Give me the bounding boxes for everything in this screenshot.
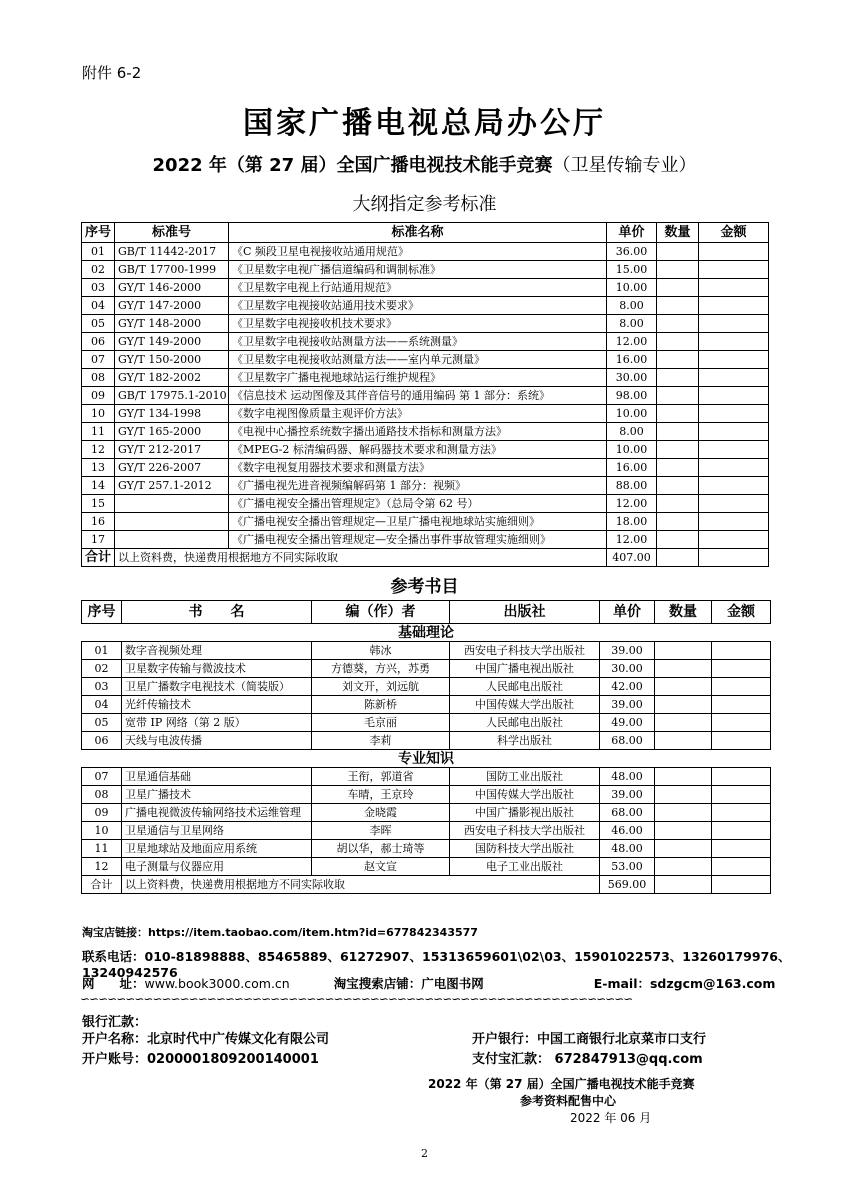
standard-index: 10 — [82, 405, 115, 423]
subtitle-specialty: （卫星传输专业） — [552, 155, 697, 176]
book-row — [82, 786, 771, 804]
standard-price: 98.00 — [607, 387, 657, 405]
document-title: 国家广播电视总局办公厅 — [243, 106, 606, 141]
standard-name: 《数字电视图像质量主观评价方法》 — [229, 405, 607, 423]
total-note: 以上资料费，快递费用根据地方不同实际收取 — [115, 549, 607, 567]
standard-quantity — [657, 531, 699, 549]
book-author: 李莉 — [312, 732, 450, 750]
standards-row — [82, 387, 769, 405]
standard-index: 11 — [82, 423, 115, 441]
book-author: 刘文开，刘远航 — [312, 678, 450, 696]
standard-name: 《数字电视复用器技术要求和测量方法》 — [229, 459, 607, 477]
page-number: 2 — [421, 1147, 428, 1160]
book-row — [82, 804, 771, 822]
book-index: 07 — [82, 768, 122, 786]
standards-row — [82, 495, 769, 513]
bank-transfer-title: 银行汇款： — [82, 1015, 148, 1030]
standard-number — [115, 513, 229, 531]
section-professional — [82, 750, 771, 768]
wave-divider: ∽∽∽∽∽∽∽∽∽∽∽∽∽∽∽∽∽∽∽∽∽∽∽∽∽∽∽∽∽∽∽∽∽∽∽∽∽∽∽∽∽∽∽∽∽∽∽∽∽∽∽∽∽∽∽∽∽∽∽∽∽ — [80, 992, 633, 1006]
standard-name: 《广播电视安全播出管理规定》（总局令第 62 号） — [229, 495, 607, 513]
book-publisher: 电子工业出版社 — [450, 858, 600, 876]
book-price: 30.00 — [600, 660, 655, 678]
standard-quantity — [657, 477, 699, 495]
standard-amount — [699, 279, 769, 297]
book-price: 46.00 — [600, 822, 655, 840]
standard-quantity — [657, 243, 699, 261]
standard-price: 10.00 — [607, 441, 657, 459]
book-index: 09 — [82, 804, 122, 822]
book-title: 电子测量与仪器应用 — [122, 858, 312, 876]
standard-name: 《卫星数字电视广播信道编码和调制标准》 — [229, 261, 607, 279]
book-title: 卫星广播技术 — [122, 786, 312, 804]
book-author: 李晖 — [312, 822, 450, 840]
standard-amount — [699, 369, 769, 387]
books-title: 参考书目 — [390, 577, 459, 597]
standard-price: 15.00 — [607, 261, 657, 279]
book-publisher: 国防科技大学出版社 — [450, 840, 600, 858]
standard-index: 05 — [82, 315, 115, 333]
standard-quantity — [657, 369, 699, 387]
standard-index: 07 — [82, 351, 115, 369]
book-title: 卫星数字传输与微波技术 — [122, 660, 312, 678]
standard-number: GY/T 182-2002 — [115, 369, 229, 387]
standard-price: 8.00 — [607, 315, 657, 333]
books-header-price: 单价 — [600, 601, 655, 624]
taobao-link[interactable]: 淘宝店链接：https://item.taobao.com/item.htm?id=677842343577 — [82, 926, 478, 939]
book-publisher: 国防工业出版社 — [450, 768, 600, 786]
standard-amount — [699, 261, 769, 279]
book-index: 08 — [82, 786, 122, 804]
standard-amount — [699, 297, 769, 315]
standard-quantity — [657, 423, 699, 441]
standard-number: GY/T 149-2000 — [115, 333, 229, 351]
standard-quantity — [657, 441, 699, 459]
total-value: 407.00 — [607, 549, 657, 567]
standard-amount — [699, 243, 769, 261]
book-author: 车晴，王京玲 — [312, 786, 450, 804]
book-row — [82, 714, 771, 732]
books-total-row — [82, 876, 771, 894]
standard-price: 10.00 — [607, 279, 657, 297]
book-quantity — [655, 840, 712, 858]
book-title: 卫星通信与卫星网络 — [122, 822, 312, 840]
book-price: 49.00 — [600, 714, 655, 732]
standard-index: 12 — [82, 441, 115, 459]
total-amount — [699, 549, 769, 567]
book-price: 53.00 — [600, 858, 655, 876]
standard-amount — [699, 531, 769, 549]
standard-quantity — [657, 513, 699, 531]
book-title: 光纤传输技术 — [122, 696, 312, 714]
standard-price: 30.00 — [607, 369, 657, 387]
standard-index: 03 — [82, 279, 115, 297]
standard-index: 02 — [82, 261, 115, 279]
books-header-amount: 金额 — [712, 601, 771, 624]
standard-amount — [699, 513, 769, 531]
book-index: 06 — [82, 732, 122, 750]
standard-name: 《C 频段卫星电视接收站通用规范》 — [229, 243, 607, 261]
book-amount — [712, 732, 771, 750]
book-title: 数字音视频处理 — [122, 642, 312, 660]
header-price: 单价 — [607, 223, 657, 243]
standards-row — [82, 315, 769, 333]
standard-amount — [699, 405, 769, 423]
book-amount — [712, 804, 771, 822]
header-quantity: 数量 — [657, 223, 699, 243]
books-header-index: 序号 — [82, 601, 122, 624]
books-total-note: 以上资料费，快递费用根据地方不同实际收取 — [122, 876, 600, 894]
standard-price: 12.00 — [607, 333, 657, 351]
book-author: 韩冰 — [312, 642, 450, 660]
book-title: 广播电视微波传输网络技术运维管理 — [122, 804, 312, 822]
standard-quantity — [657, 297, 699, 315]
book-author: 胡以华，郝士琦等 — [312, 840, 450, 858]
standard-index: 14 — [82, 477, 115, 495]
contact-phone: 联系电话：010-81898888、85465889、61272907、15313659601\02\03、15901022573、13260179976、13240942576 — [82, 949, 791, 980]
standard-number: GY/T 226-2007 — [115, 459, 229, 477]
alipay-account: 支付宝汇款： 672847913@qq.com — [472, 1052, 703, 1067]
standard-name: 《卫星数字电视接收站通用技术要求》 — [229, 297, 607, 315]
book-quantity — [655, 858, 712, 876]
books-header-title: 书 名 — [122, 601, 312, 624]
book-quantity — [655, 768, 712, 786]
standard-price: 12.00 — [607, 531, 657, 549]
standard-quantity — [657, 279, 699, 297]
standard-quantity — [657, 387, 699, 405]
book-author: 赵文宣 — [312, 858, 450, 876]
book-index: 01 — [82, 642, 122, 660]
book-author: 毛京丽 — [312, 714, 450, 732]
standard-price: 12.00 — [607, 495, 657, 513]
book-publisher: 中国广播电视出版社 — [450, 660, 600, 678]
standard-name: 《广播电视安全播出管理规定—安全播出事件事故管理实施细则》 — [229, 531, 607, 549]
book-amount — [712, 678, 771, 696]
standards-total-row — [82, 549, 769, 567]
book-publisher: 西安电子科技大学出版社 — [450, 822, 600, 840]
standard-name: 《信息技术 运动图像及其伴音信号的通用编码 第 1 部分：系统》 — [229, 387, 607, 405]
standard-index: 04 — [82, 297, 115, 315]
book-row — [82, 822, 771, 840]
book-amount — [712, 768, 771, 786]
standards-row — [82, 405, 769, 423]
header-index: 序号 — [82, 223, 115, 243]
standard-quantity — [657, 333, 699, 351]
standard-price: 18.00 — [607, 513, 657, 531]
standard-name: 《卫星数字广播电视地球站运行维护规程》 — [229, 369, 607, 387]
book-amount — [712, 786, 771, 804]
section-title: 大纲指定参考标准 — [352, 194, 497, 215]
standard-price: 8.00 — [607, 423, 657, 441]
standard-number: GY/T 150-2000 — [115, 351, 229, 369]
standard-index: 01 — [82, 243, 115, 261]
standard-number: GY/T 148-2000 — [115, 315, 229, 333]
subtitle-main: 2022 年（第 27 届）全国广播电视技术能手竞赛 — [152, 155, 553, 176]
section-professional-label: 专业知识 — [82, 750, 771, 768]
book-title: 卫星通信基础 — [122, 768, 312, 786]
book-index: 03 — [82, 678, 122, 696]
book-index: 11 — [82, 840, 122, 858]
book-quantity — [655, 714, 712, 732]
footer-center: 参考资料配售中心 — [520, 1094, 617, 1108]
standard-name: 《广播电视先进音视频编解码第 1 部分：视频》 — [229, 477, 607, 495]
book-row — [82, 858, 771, 876]
standard-quantity — [657, 495, 699, 513]
standard-number: GY/T 146-2000 — [115, 279, 229, 297]
book-amount — [712, 840, 771, 858]
book-row — [82, 696, 771, 714]
standard-price: 36.00 — [607, 243, 657, 261]
section-basic-theory — [82, 624, 771, 642]
books-table — [81, 600, 771, 894]
book-price: 39.00 — [600, 696, 655, 714]
standards-row — [82, 513, 769, 531]
book-author: 陈新桥 — [312, 696, 450, 714]
book-quantity — [655, 786, 712, 804]
books-header-author: 编（作）者 — [312, 601, 450, 624]
book-author: 金晓霞 — [312, 804, 450, 822]
standards-row — [82, 531, 769, 549]
standard-amount — [699, 495, 769, 513]
book-quantity — [655, 678, 712, 696]
header-standard-name: 标准名称 — [229, 223, 607, 243]
book-amount — [712, 642, 771, 660]
standard-number: GY/T 147-2000 — [115, 297, 229, 315]
book-price: 68.00 — [600, 732, 655, 750]
book-row — [82, 768, 771, 786]
attachment-label: 附件 6-2 — [82, 64, 142, 82]
book-quantity — [655, 660, 712, 678]
taobao-search: 淘宝搜索店铺：广电图书网 — [333, 976, 484, 991]
book-amount — [712, 660, 771, 678]
book-quantity — [655, 804, 712, 822]
standard-number: GY/T 257.1-2012 — [115, 477, 229, 495]
books-total-quantity — [655, 876, 712, 894]
book-index: 10 — [82, 822, 122, 840]
standard-name: 《卫星数字电视接收站测量方法——室内单元测量》 — [229, 351, 607, 369]
standard-number — [115, 495, 229, 513]
standard-quantity — [657, 405, 699, 423]
standards-header-row — [82, 223, 769, 243]
standards-row — [82, 297, 769, 315]
book-price: 39.00 — [600, 786, 655, 804]
standard-number: GY/T 165-2000 — [115, 423, 229, 441]
books-header-row — [82, 601, 771, 624]
book-quantity — [655, 732, 712, 750]
standard-price: 8.00 — [607, 297, 657, 315]
contact-email[interactable]: E-mail：sdzgcm@163.com — [593, 976, 776, 991]
standard-number: GY/T 212-2017 — [115, 441, 229, 459]
standard-quantity — [657, 459, 699, 477]
standard-index: 13 — [82, 459, 115, 477]
book-title: 卫星广播数字电视技术（简装版） — [122, 678, 312, 696]
book-index: 12 — [82, 858, 122, 876]
book-title: 宽带 IP 网络（第 2 版） — [122, 714, 312, 732]
standard-index: 09 — [82, 387, 115, 405]
book-row — [82, 660, 771, 678]
book-row — [82, 678, 771, 696]
standard-name: 《MPEG-2 标清编码器、解码器技术要求和测量方法》 — [229, 441, 607, 459]
standard-amount — [699, 351, 769, 369]
book-title: 卫星地球站及地面应用系统 — [122, 840, 312, 858]
website-label: 网 址： — [82, 976, 145, 991]
book-amount — [712, 696, 771, 714]
books-header-quantity: 数量 — [655, 601, 712, 624]
standards-row — [82, 459, 769, 477]
standard-quantity — [657, 315, 699, 333]
standards-row — [82, 423, 769, 441]
header-amount: 金额 — [699, 223, 769, 243]
book-price: 42.00 — [600, 678, 655, 696]
book-row — [82, 840, 771, 858]
book-amount — [712, 822, 771, 840]
standard-index: 15 — [82, 495, 115, 513]
standard-quantity — [657, 351, 699, 369]
book-quantity — [655, 696, 712, 714]
standard-amount — [699, 459, 769, 477]
book-price: 68.00 — [600, 804, 655, 822]
header-standard-no: 标准号 — [115, 223, 229, 243]
total-label: 合计 — [82, 549, 115, 567]
bank-name: 开户银行：中国工商银行北京菜市口支行 — [472, 1032, 707, 1047]
standards-row — [82, 261, 769, 279]
standard-number: GB/T 17700-1999 — [115, 261, 229, 279]
standard-index: 08 — [82, 369, 115, 387]
standard-amount — [699, 477, 769, 495]
account-number: 开户账号：0200001809200140001 — [82, 1052, 319, 1067]
footer-competition: 2022 年（第 27 届）全国广播电视技术能手竞赛 — [428, 1077, 695, 1091]
standard-name: 《卫星数字电视接收机技术要求》 — [229, 315, 607, 333]
book-price: 48.00 — [600, 768, 655, 786]
book-index: 05 — [82, 714, 122, 732]
book-publisher: 人民邮电出版社 — [450, 678, 600, 696]
standard-number: GY/T 134-1998 — [115, 405, 229, 423]
website-url[interactable]: www.book3000.com.cn — [144, 976, 290, 991]
book-row — [82, 732, 771, 750]
book-row — [82, 642, 771, 660]
book-index: 02 — [82, 660, 122, 678]
standard-amount — [699, 387, 769, 405]
book-amount — [712, 858, 771, 876]
document-subtitle — [0, 151, 849, 177]
book-price: 39.00 — [600, 642, 655, 660]
books-total-label: 合计 — [82, 876, 122, 894]
book-author: 方德葵，方兴，苏勇 — [312, 660, 450, 678]
book-publisher: 西安电子科技大学出版社 — [450, 642, 600, 660]
standards-row — [82, 369, 769, 387]
book-publisher: 中国传媒大学出版社 — [450, 696, 600, 714]
book-quantity — [655, 642, 712, 660]
standard-quantity — [657, 261, 699, 279]
standard-price: 16.00 — [607, 351, 657, 369]
book-index: 04 — [82, 696, 122, 714]
book-publisher: 人民邮电出版社 — [450, 714, 600, 732]
book-quantity — [655, 822, 712, 840]
book-title: 天线与电波传播 — [122, 732, 312, 750]
footer-date: 2022 年 06 月 — [570, 1111, 652, 1125]
standard-amount — [699, 315, 769, 333]
standard-name: 《电视中心播控系统数字播出通路技术指标和测量方法》 — [229, 423, 607, 441]
standards-row — [82, 279, 769, 297]
book-publisher: 中国广播影视出版社 — [450, 804, 600, 822]
standards-row — [82, 477, 769, 495]
standard-index: 17 — [82, 531, 115, 549]
books-total-amount — [712, 876, 771, 894]
standard-amount — [699, 333, 769, 351]
book-amount — [712, 714, 771, 732]
standard-price: 88.00 — [607, 477, 657, 495]
books-header-publisher: 出版社 — [450, 601, 600, 624]
section-basic-theory-label: 基础理论 — [82, 624, 771, 642]
standard-name: 《广播电视安全播出管理规定—卫星广播电视地球站实施细则》 — [229, 513, 607, 531]
standard-price: 16.00 — [607, 459, 657, 477]
standard-number: GB/T 17975.1-2010 — [115, 387, 229, 405]
standard-number — [115, 531, 229, 549]
book-author: 王衔，郭道省 — [312, 768, 450, 786]
standard-index: 06 — [82, 333, 115, 351]
standard-amount — [699, 423, 769, 441]
standards-row — [82, 441, 769, 459]
total-quantity — [657, 549, 699, 567]
standard-index: 16 — [82, 513, 115, 531]
standard-amount — [699, 441, 769, 459]
standard-number: GB/T 11442-2017 — [115, 243, 229, 261]
account-name: 开户名称：北京时代中广传媒文化有限公司 — [82, 1032, 330, 1047]
standards-row — [82, 333, 769, 351]
book-publisher: 中国传媒大学出版社 — [450, 786, 600, 804]
standards-row — [82, 351, 769, 369]
standard-name: 《卫星数字电视上行站通用规范》 — [229, 279, 607, 297]
books-total-value: 569.00 — [600, 876, 655, 894]
standard-price: 10.00 — [607, 405, 657, 423]
standard-name: 《卫星数字电视接收站测量方法——系统测量》 — [229, 333, 607, 351]
book-price: 48.00 — [600, 840, 655, 858]
standards-row — [82, 243, 769, 261]
book-publisher: 科学出版社 — [450, 732, 600, 750]
website-line — [82, 974, 775, 992]
standards-table — [81, 222, 769, 567]
